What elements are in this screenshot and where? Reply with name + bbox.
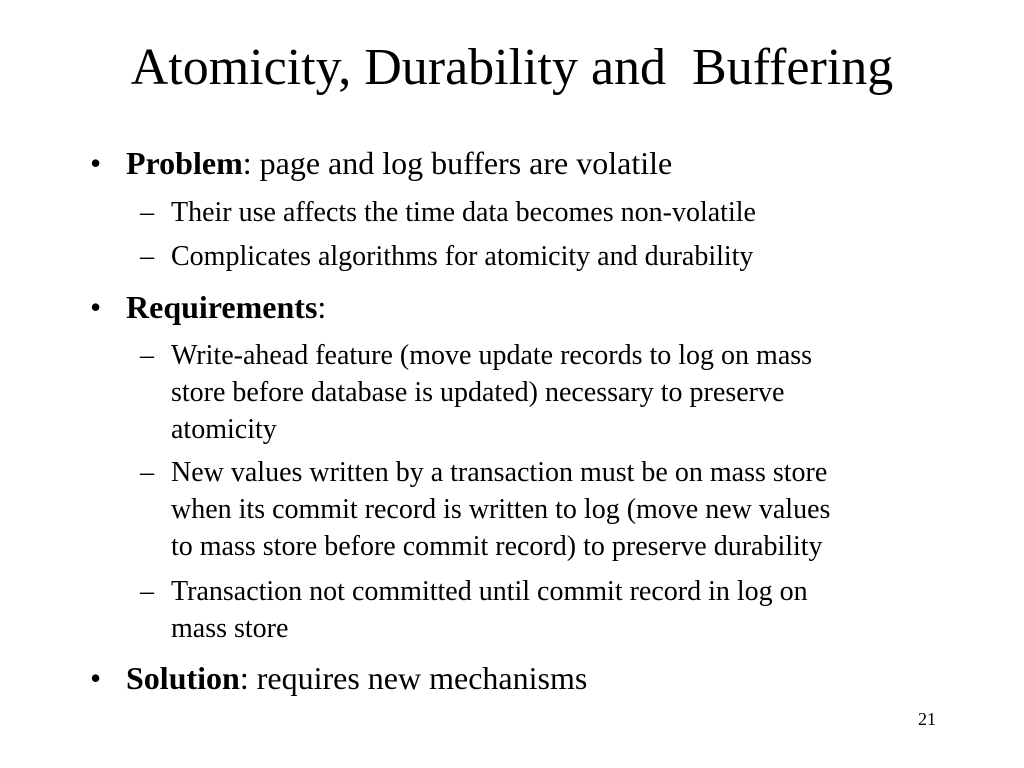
sub-bullet-line: mass store (171, 613, 289, 644)
bullet-text (126, 144, 672, 182)
sub-bullet-marker: – (140, 457, 154, 488)
sub-bullet-text (171, 194, 991, 231)
sub-bullet-line: store before database is updated) necessary to preserve (171, 377, 785, 408)
sub-bullet-line: atomicity (171, 414, 277, 445)
bullet-term: Requirements (126, 289, 318, 325)
bullet-rest: : requires new mechanisms (239, 660, 588, 696)
sub-bullet-line: Write-ahead feature (move update records to log on mass (171, 340, 813, 371)
bullet-text (126, 288, 326, 326)
sub-bullet-marker: – (140, 197, 154, 228)
bullet-rest: : page and log buffers are volatile (242, 145, 673, 181)
bullet-marker: • (90, 289, 102, 325)
sub-bullet-text (171, 337, 991, 448)
bullet-term: Problem (126, 145, 243, 181)
sub-bullet-marker: – (140, 340, 154, 371)
sub-bullet-text (171, 573, 991, 647)
page-number: 21 (918, 709, 936, 729)
sub-bullet-line: when its commit record is written to log (move new values (171, 494, 831, 525)
bullet-term: Solution (126, 660, 240, 696)
sub-bullet-text (171, 238, 991, 275)
sub-bullet-line: to mass store before commit record) to preserve durability (171, 531, 823, 562)
sub-bullet-marker: – (140, 241, 154, 272)
sub-bullet-line: Their use affects the time data becomes non-volatile (171, 197, 756, 228)
sub-bullet-text (171, 454, 991, 565)
bullet-marker: • (90, 145, 102, 181)
sub-bullet-line: Transaction not committed until commit record in log on (171, 576, 808, 607)
bullet-text (126, 659, 587, 697)
slide-title: Atomicity, Durability and Buffering (130, 39, 894, 96)
sub-bullet-line: New values written by a transaction must be on mass store (171, 457, 828, 488)
sub-bullet-line: Complicates algorithms for atomicity and durability (171, 241, 754, 272)
bullet-rest: : (317, 289, 327, 325)
bullet-marker: • (90, 660, 102, 696)
sub-bullet-marker: – (140, 576, 154, 607)
